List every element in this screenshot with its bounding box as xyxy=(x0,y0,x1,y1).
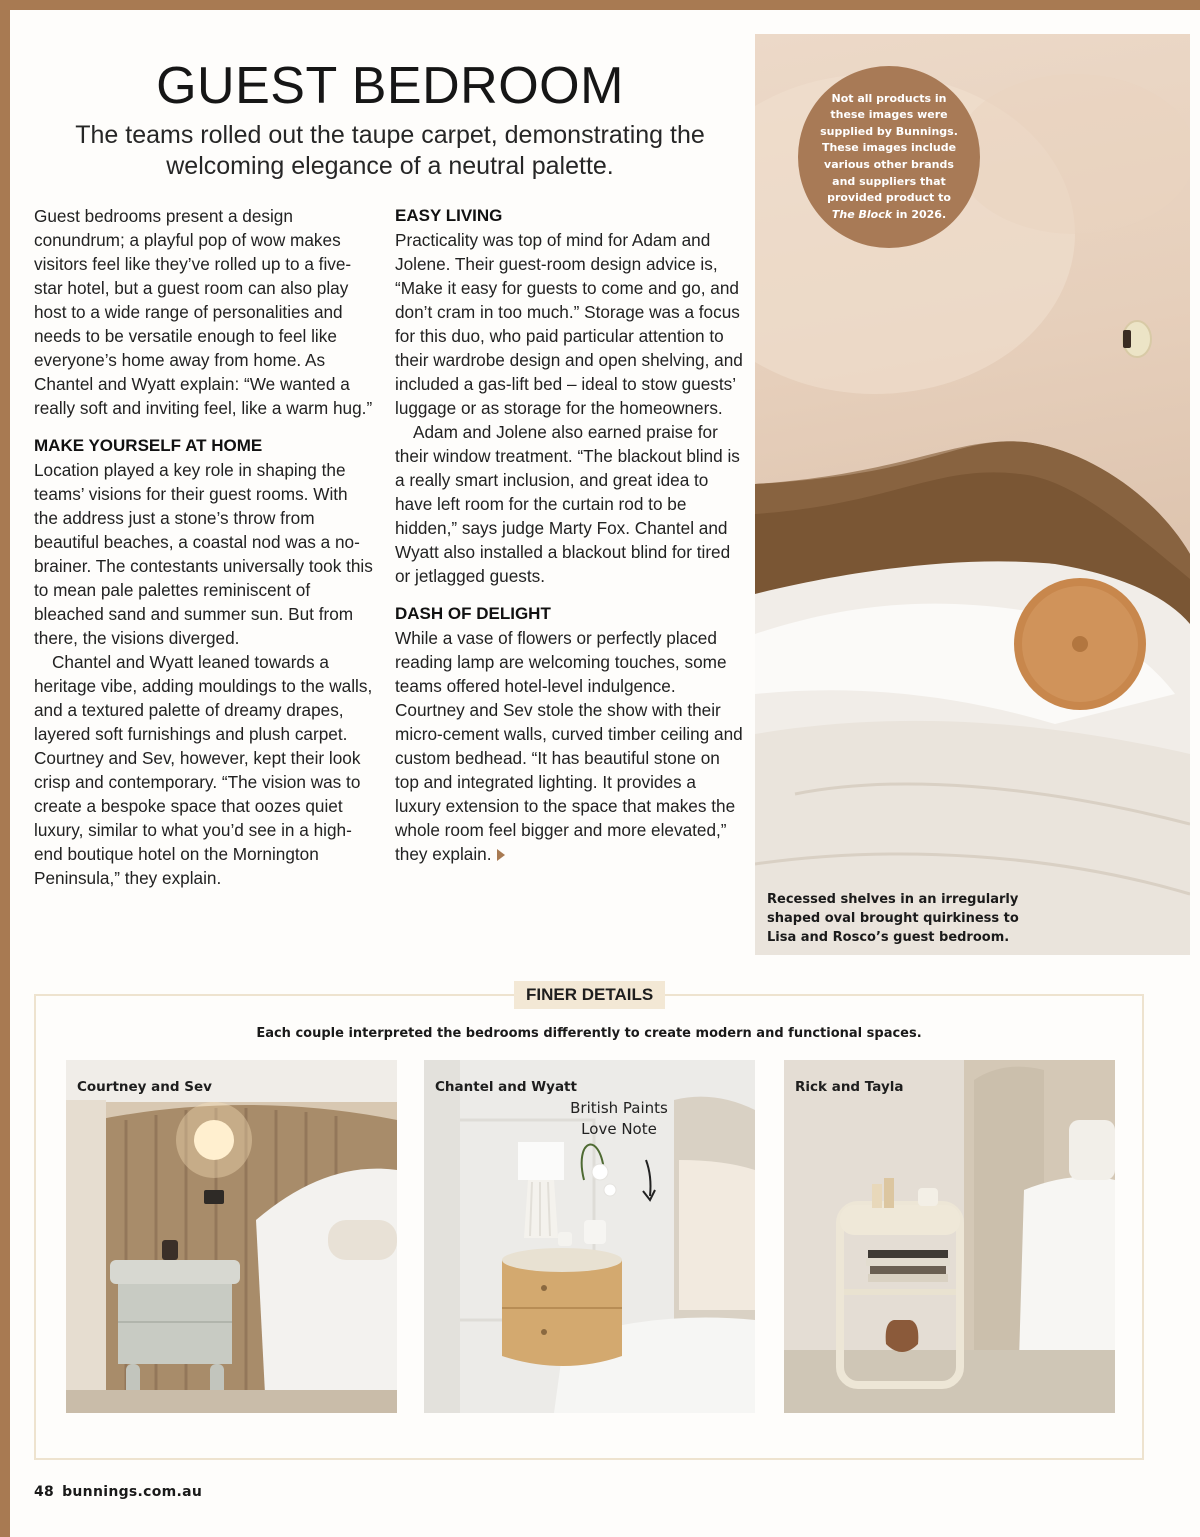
thumb-label: Rick and Tayla xyxy=(795,1079,904,1095)
finer-details-intro: Each couple interpreted the bedrooms differently to create modern and functional spaces. xyxy=(256,1026,922,1041)
section-heading-dash-of-delight: DASH OF DELIGHT xyxy=(395,604,551,623)
body-paragraph: Chantel and Wyatt leaned towards a heritage vibe, adding mouldings to the walls, and a textured palette of dreamy drapes, layered soft furnishings and plush carpet. Courtney and Sev, however, kept their look crisp and contemporary. “The vision was to create a bespoke space that oozes quiet luxury, similar to what you’d see in a high-end boutique hotel on the Mornington Peninsula,” they explain. xyxy=(34,652,373,888)
thumb-rick-and-tayla xyxy=(784,1060,1115,1413)
body-paragraph: Location played a key role in shaping the teams’ visions for their guest rooms. With the address just a stone’s throw from beautiful beaches, a coastal nod was a no-brainer. The contestants universally took this to mean pale palettes reminiscent of bleached sand and summer sun. But from there, the visions diverged. xyxy=(34,460,373,648)
show-name: The Block xyxy=(831,207,893,221)
thumb-label: Chantel and Wyatt xyxy=(435,1079,577,1095)
paint-colour-note: British Paints Love Note xyxy=(570,1099,668,1138)
sticker-text: Not all products in these images were supplied by Bunnings. These images include various other brands and suppliers that provided product to The Block in 2026. xyxy=(820,91,958,221)
body-paragraph: Practicality was top of mind for Adam and Jolene. Their guest-room design advice is, “Make it easy for guests to come and go, and don’t cram in too much.” Storage was a focus for this duo, who paid particular attention to their wardrobe design and open shelving, and included a gas-lift bed – ideal to stow guests’ luggage or as storage for the homeowners. xyxy=(395,230,743,418)
article-column-1 xyxy=(34,204,374,890)
page-number: 48 xyxy=(34,1484,55,1500)
bedroom-photo-1 xyxy=(66,1060,397,1413)
site-url: bunnings.com.au xyxy=(62,1484,203,1500)
section-heading-make-yourself-at-home: MAKE YOURSELF AT HOME xyxy=(34,436,263,455)
body-paragraph: While a vase of flowers or perfectly placed reading lamp are welcoming touches, some teams offered hotel-level indulgence. Courtney and Sev stole the show with their micro-cement walls, curved timber ceiling and custom bedhead. “It has beautiful stone on top and integrated lighting. It provides a luxury extension to the space that makes the whole room feel bigger and more elevated,” they explain. xyxy=(395,628,743,864)
page-title: GUEST BEDROOM xyxy=(156,57,624,115)
body-paragraph: Adam and Jolene also earned praise for their window treatment. “The blackout blind is a really smart inclusion, and great idea to have left room for the curtain rod to be hidden,” says judge Marty Fox. Chantel and Wyatt also installed a blackout blind for tired or jetlagged guests. xyxy=(395,422,740,586)
thumb-label: Courtney and Sev xyxy=(77,1079,212,1095)
disclaimer-sticker xyxy=(798,66,980,248)
intro-paragraph: Guest bedrooms present a design conundrum; a playful pop of wow makes visitors feel like they’ve rolled up to a five-star hotel, but a guest room can also play host to a wide range of personalities and needs to be versatile enough to feel like everyone’s home away from home. As Chantel and Wyatt explain: “We wanted a really soft and inviting feel, like a warm hug.” xyxy=(34,206,373,418)
section-heading-easy-living: EASY LIVING xyxy=(395,206,503,225)
continue-arrow-icon xyxy=(497,849,505,861)
thumb-courtney-and-sev xyxy=(66,1060,397,1413)
page-subtitle: The teams rolled out the taupe carpet, demonstrating the welcoming elegance of a neutral palette. xyxy=(75,121,705,180)
thumb-chantel-and-wyatt xyxy=(424,1060,755,1413)
finer-details-label: FINER DETAILS xyxy=(514,981,665,1009)
page-footer xyxy=(34,1484,202,1500)
article-column-2 xyxy=(395,204,743,866)
bedroom-photo-3 xyxy=(784,1060,1115,1413)
hero-caption: Recessed shelves in an irregularly shaped oval brought quirkiness to Lisa and Rosco’s guest bedroom. xyxy=(767,892,1019,945)
